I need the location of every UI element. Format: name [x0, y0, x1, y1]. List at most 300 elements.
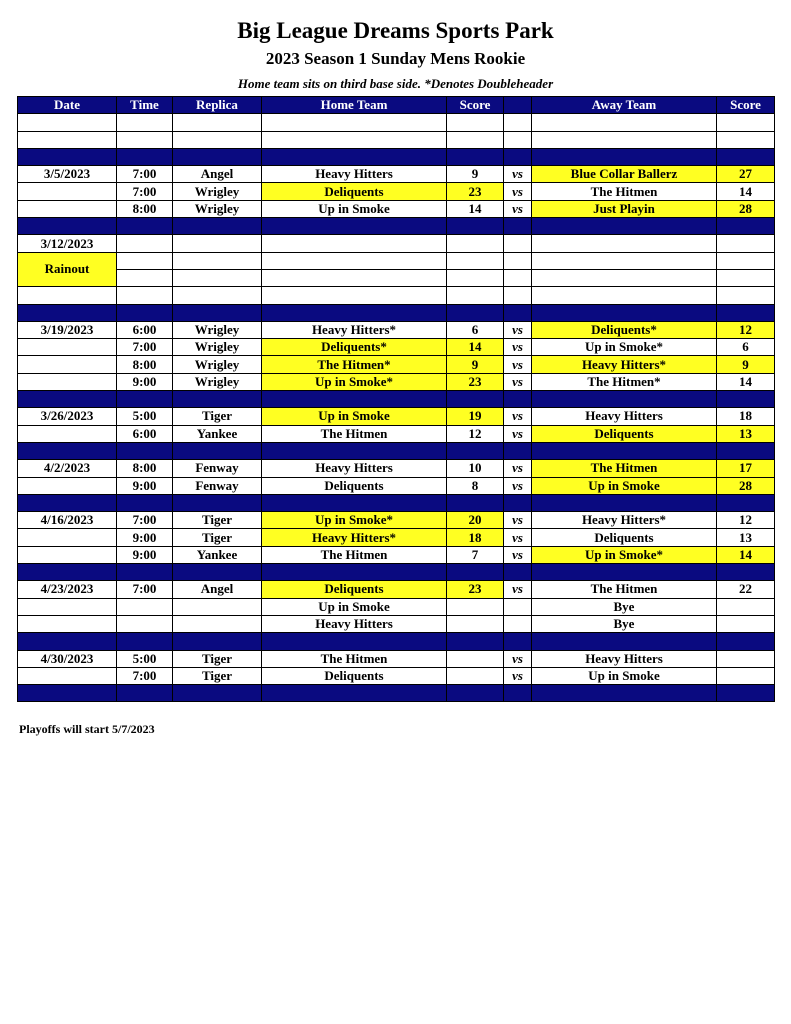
game-row — [18, 650, 775, 667]
game-row — [18, 615, 775, 632]
cell-time: 9:00 — [117, 477, 173, 494]
cell-home-score: 12 — [447, 425, 504, 442]
cell-home-team: Up in Smoke — [262, 408, 447, 425]
empty-cell — [504, 235, 532, 252]
playoffs-note: Playoffs will start 5/7/2023 — [19, 722, 155, 736]
header-away-score: Score — [717, 97, 775, 114]
empty-cell — [717, 114, 775, 131]
empty-cell — [173, 252, 262, 269]
cell-time: 8:00 — [117, 356, 173, 373]
separator-cell — [18, 148, 117, 165]
cell-vs: vs — [504, 650, 532, 667]
cell-away-score: 12 — [717, 512, 775, 529]
separator-cell — [504, 685, 532, 702]
empty-cell — [117, 287, 173, 304]
cell-date — [18, 546, 117, 563]
separator-cell — [532, 633, 717, 650]
cell-away-team: Heavy Hitters* — [532, 356, 717, 373]
cell-away-score: 13 — [717, 425, 775, 442]
cell-away-team: Heavy Hitters — [532, 650, 717, 667]
separator-cell — [447, 564, 504, 581]
separator-cell — [262, 391, 447, 408]
separator-cell — [504, 218, 532, 235]
cell-away-team: Heavy Hitters* — [532, 512, 717, 529]
separator-cell — [504, 564, 532, 581]
game-row — [18, 512, 775, 529]
cell-home-team: The Hitmen — [262, 650, 447, 667]
separator-cell — [262, 633, 447, 650]
cell-away-team: The Hitmen* — [532, 373, 717, 390]
cell-date — [18, 356, 117, 373]
separator-cell — [18, 391, 117, 408]
cell-away-score: 13 — [717, 529, 775, 546]
separator-cell — [173, 633, 262, 650]
cell-home-team: Deliquents — [262, 667, 447, 684]
cell-away-score — [717, 598, 775, 615]
cell-vs — [504, 598, 532, 615]
cell-away-score: 14 — [717, 373, 775, 390]
cell-vs: vs — [504, 166, 532, 183]
cell-replica: Angel — [173, 166, 262, 183]
cell-date — [18, 339, 117, 356]
separator-row — [18, 564, 775, 581]
separator-cell — [447, 633, 504, 650]
cell-home-score: 23 — [447, 183, 504, 200]
separator-cell — [262, 218, 447, 235]
separator-cell — [447, 391, 504, 408]
cell-vs: vs — [504, 321, 532, 338]
separator-cell — [532, 494, 717, 511]
separator-cell — [504, 494, 532, 511]
separator-cell — [117, 685, 173, 702]
cell-date: 3/26/2023 — [18, 408, 117, 425]
cell-home-team: Up in Smoke* — [262, 512, 447, 529]
cell-time: 7:00 — [117, 183, 173, 200]
empty-cell — [262, 131, 447, 148]
cell-away-team: Up in Smoke — [532, 477, 717, 494]
empty-cell — [447, 269, 504, 286]
cell-time: 5:00 — [117, 408, 173, 425]
cell-away-team: Deliquents — [532, 529, 717, 546]
empty-cell — [262, 287, 447, 304]
empty-cell — [532, 235, 717, 252]
empty-cell — [504, 252, 532, 269]
cell-home-score: 23 — [447, 581, 504, 598]
cell-date: 3/19/2023 — [18, 321, 117, 338]
cell-home-team: Heavy Hitters* — [262, 321, 447, 338]
cell-home-team: Heavy Hitters — [262, 460, 447, 477]
separator-cell — [447, 442, 504, 459]
game-row — [18, 408, 775, 425]
cell-vs: vs — [504, 529, 532, 546]
separator-cell — [18, 685, 117, 702]
empty-cell — [504, 287, 532, 304]
cell-vs: vs — [504, 200, 532, 217]
cell-home-score: 7 — [447, 546, 504, 563]
cell-vs: vs — [504, 460, 532, 477]
separator-cell — [18, 304, 117, 321]
cell-time: 5:00 — [117, 650, 173, 667]
cell-home-score: 14 — [447, 200, 504, 217]
separator-cell — [117, 304, 173, 321]
cell-home-score: 20 — [447, 512, 504, 529]
cell-home-score: 8 — [447, 477, 504, 494]
cell-away-team: Up in Smoke* — [532, 339, 717, 356]
empty-cell — [717, 131, 775, 148]
schedule-body — [18, 114, 775, 702]
empty-cell — [447, 114, 504, 131]
separator-cell — [532, 148, 717, 165]
cell-home-team: Up in Smoke — [262, 200, 447, 217]
separator-cell — [532, 564, 717, 581]
separator-cell — [717, 633, 775, 650]
separator-cell — [717, 391, 775, 408]
separator-cell — [117, 391, 173, 408]
cell-time: 6:00 — [117, 425, 173, 442]
cell-vs: vs — [504, 425, 532, 442]
rainout-row — [18, 252, 775, 269]
cell-date — [18, 183, 117, 200]
separator-cell — [117, 494, 173, 511]
separator-row — [18, 391, 775, 408]
page-title: Big League Dreams Sports Park — [237, 18, 554, 43]
cell-home-team: The Hitmen — [262, 425, 447, 442]
cell-date: 3/5/2023 — [18, 166, 117, 183]
cell-away-team: The Hitmen — [532, 183, 717, 200]
game-row — [18, 477, 775, 494]
game-row — [18, 581, 775, 598]
cell-home-score: 9 — [447, 166, 504, 183]
separator-cell — [717, 494, 775, 511]
separator-cell — [18, 564, 117, 581]
empty-cell — [532, 131, 717, 148]
cell-away-team: Up in Smoke* — [532, 546, 717, 563]
rainout-badge: Rainout — [18, 252, 117, 287]
rainout-row — [18, 235, 775, 252]
separator-row — [18, 633, 775, 650]
cell-away-score — [717, 667, 775, 684]
empty-cell — [717, 269, 775, 286]
separator-cell — [173, 442, 262, 459]
schedule-note: Home team sits on third base side. *Denotes Doubleheader — [237, 76, 554, 91]
cell-home-team: Heavy Hitters* — [262, 529, 447, 546]
cell-date: 4/23/2023 — [18, 581, 117, 598]
empty-cell — [717, 235, 775, 252]
separator-cell — [117, 564, 173, 581]
cell-replica: Wrigley — [173, 321, 262, 338]
cell-time: 8:00 — [117, 200, 173, 217]
cell-date — [18, 373, 117, 390]
separator-cell — [262, 494, 447, 511]
separator-cell — [504, 633, 532, 650]
blank-row — [18, 114, 775, 131]
cell-date — [18, 425, 117, 442]
cell-home-score: 18 — [447, 529, 504, 546]
header-vs — [504, 97, 532, 114]
separator-cell — [504, 391, 532, 408]
empty-cell — [447, 235, 504, 252]
cell-home-score: 9 — [447, 356, 504, 373]
separator-cell — [532, 304, 717, 321]
separator-cell — [717, 685, 775, 702]
empty-cell — [532, 287, 717, 304]
separator-cell — [117, 633, 173, 650]
cell-replica: Angel — [173, 581, 262, 598]
cell-home-team: Heavy Hitters — [262, 615, 447, 632]
cell-home-team: The Hitmen* — [262, 356, 447, 373]
cell-home-score: 19 — [447, 408, 504, 425]
cell-replica: Tiger — [173, 667, 262, 684]
cell-home-score — [447, 650, 504, 667]
cell-date — [18, 615, 117, 632]
cell-time: 8:00 — [117, 460, 173, 477]
cell-away-score: 27 — [717, 166, 775, 183]
empty-cell — [117, 235, 173, 252]
cell-home-score: 10 — [447, 460, 504, 477]
cell-home-score: 14 — [447, 339, 504, 356]
cell-vs: vs — [504, 339, 532, 356]
empty-cell — [504, 269, 532, 286]
separator-cell — [173, 304, 262, 321]
game-row — [18, 200, 775, 217]
cell-away-score: 12 — [717, 321, 775, 338]
cell-date: 3/12/2023 — [18, 235, 117, 252]
cell-time: 7:00 — [117, 339, 173, 356]
cell-time — [117, 598, 173, 615]
game-row — [18, 598, 775, 615]
empty-cell — [262, 269, 447, 286]
empty-cell — [262, 235, 447, 252]
cell-vs: vs — [504, 477, 532, 494]
empty-cell — [504, 114, 532, 131]
cell-away-score: 18 — [717, 408, 775, 425]
cell-replica: Tiger — [173, 529, 262, 546]
cell-date — [18, 200, 117, 217]
separator-cell — [117, 442, 173, 459]
cell-home-team: Up in Smoke* — [262, 373, 447, 390]
cell-away-score: 28 — [717, 200, 775, 217]
empty-cell — [18, 114, 117, 131]
empty-cell — [173, 269, 262, 286]
cell-away-score: 14 — [717, 546, 775, 563]
separator-cell — [717, 148, 775, 165]
separator-cell — [262, 442, 447, 459]
cell-replica — [173, 598, 262, 615]
empty-cell — [173, 287, 262, 304]
separator-cell — [18, 633, 117, 650]
separator-cell — [532, 218, 717, 235]
cell-away-team: Blue Collar Ballerz — [532, 166, 717, 183]
empty-cell — [18, 287, 117, 304]
cell-away-team: The Hitmen — [532, 460, 717, 477]
cell-replica: Wrigley — [173, 356, 262, 373]
cell-time: 7:00 — [117, 667, 173, 684]
separator-row — [18, 148, 775, 165]
cell-away-score: 22 — [717, 581, 775, 598]
cell-replica: Tiger — [173, 512, 262, 529]
cell-home-team: Up in Smoke — [262, 598, 447, 615]
cell-home-score — [447, 667, 504, 684]
cell-time: 9:00 — [117, 546, 173, 563]
cell-time: 7:00 — [117, 581, 173, 598]
game-row — [18, 166, 775, 183]
empty-cell — [18, 131, 117, 148]
header-time: Time — [117, 97, 173, 114]
empty-cell — [173, 131, 262, 148]
separator-cell — [504, 304, 532, 321]
separator-cell — [18, 442, 117, 459]
cell-home-score — [447, 598, 504, 615]
cell-replica: Yankee — [173, 425, 262, 442]
cell-home-team: Heavy Hitters — [262, 166, 447, 183]
separator-cell — [504, 148, 532, 165]
cell-home-team: Deliquents — [262, 581, 447, 598]
cell-time: 7:00 — [117, 512, 173, 529]
cell-away-score — [717, 615, 775, 632]
empty-cell — [262, 252, 447, 269]
separator-cell — [173, 391, 262, 408]
cell-vs — [504, 615, 532, 632]
game-row — [18, 321, 775, 338]
separator-cell — [262, 148, 447, 165]
separator-cell — [532, 685, 717, 702]
empty-cell — [717, 287, 775, 304]
game-row — [18, 183, 775, 200]
cell-replica: Wrigley — [173, 373, 262, 390]
separator-cell — [173, 564, 262, 581]
cell-away-score: 9 — [717, 356, 775, 373]
cell-away-score: 17 — [717, 460, 775, 477]
cell-away-team: Heavy Hitters — [532, 408, 717, 425]
cell-away-team: Up in Smoke — [532, 667, 717, 684]
blank-row — [18, 131, 775, 148]
cell-date: 4/30/2023 — [18, 650, 117, 667]
cell-vs: vs — [504, 183, 532, 200]
separator-cell — [717, 218, 775, 235]
separator-cell — [173, 148, 262, 165]
header-away-team: Away Team — [532, 97, 717, 114]
separator-cell — [717, 304, 775, 321]
cell-replica: Tiger — [173, 650, 262, 667]
cell-time: 9:00 — [117, 529, 173, 546]
game-row — [18, 373, 775, 390]
empty-cell — [262, 114, 447, 131]
schedule-table — [17, 96, 775, 702]
cell-away-team: Deliquents* — [532, 321, 717, 338]
cell-away-score: 14 — [717, 183, 775, 200]
empty-cell — [447, 287, 504, 304]
empty-cell — [117, 269, 173, 286]
separator-cell — [447, 685, 504, 702]
cell-vs: vs — [504, 667, 532, 684]
separator-cell — [262, 685, 447, 702]
cell-date — [18, 529, 117, 546]
empty-cell — [117, 252, 173, 269]
game-row — [18, 667, 775, 684]
header-home-score: Score — [447, 97, 504, 114]
game-row — [18, 529, 775, 546]
separator-cell — [173, 218, 262, 235]
cell-date — [18, 477, 117, 494]
cell-vs: vs — [504, 408, 532, 425]
separator-row — [18, 304, 775, 321]
game-row — [18, 425, 775, 442]
cell-time: 7:00 — [117, 166, 173, 183]
separator-cell — [117, 218, 173, 235]
rainout-row — [18, 269, 775, 286]
cell-home-score: 6 — [447, 321, 504, 338]
empty-cell — [717, 252, 775, 269]
empty-cell — [117, 114, 173, 131]
game-row — [18, 460, 775, 477]
cell-vs: vs — [504, 356, 532, 373]
cell-date: 4/2/2023 — [18, 460, 117, 477]
cell-away-score: 28 — [717, 477, 775, 494]
cell-time: 6:00 — [117, 321, 173, 338]
separator-cell — [447, 304, 504, 321]
separator-row — [18, 442, 775, 459]
empty-cell — [173, 235, 262, 252]
cell-home-team: The Hitmen — [262, 546, 447, 563]
separator-row — [18, 494, 775, 511]
separator-cell — [717, 564, 775, 581]
cell-away-score — [717, 650, 775, 667]
cell-replica: Wrigley — [173, 339, 262, 356]
empty-cell — [447, 131, 504, 148]
cell-away-team: Bye — [532, 598, 717, 615]
cell-home-team: Deliquents — [262, 477, 447, 494]
game-row — [18, 339, 775, 356]
empty-cell — [173, 114, 262, 131]
cell-away-team: Deliquents — [532, 425, 717, 442]
cell-replica: Yankee — [173, 546, 262, 563]
separator-cell — [447, 218, 504, 235]
game-row — [18, 546, 775, 563]
separator-row — [18, 685, 775, 702]
page-subtitle: 2023 Season 1 Sunday Mens Rookie — [265, 49, 526, 68]
cell-vs: vs — [504, 512, 532, 529]
empty-cell — [532, 114, 717, 131]
separator-cell — [447, 494, 504, 511]
separator-cell — [18, 494, 117, 511]
cell-away-team: The Hitmen — [532, 581, 717, 598]
empty-cell — [532, 269, 717, 286]
cell-vs: vs — [504, 581, 532, 598]
cell-vs: vs — [504, 546, 532, 563]
separator-cell — [117, 148, 173, 165]
table-header-row — [18, 97, 775, 114]
empty-cell — [504, 131, 532, 148]
separator-cell — [262, 304, 447, 321]
cell-away-score: 6 — [717, 339, 775, 356]
empty-cell — [447, 252, 504, 269]
cell-home-team: Deliquents — [262, 183, 447, 200]
empty-cell — [532, 252, 717, 269]
cell-home-score — [447, 615, 504, 632]
cell-replica: Fenway — [173, 460, 262, 477]
cell-time: 9:00 — [117, 373, 173, 390]
cell-replica: Wrigley — [173, 200, 262, 217]
cell-vs: vs — [504, 373, 532, 390]
separator-cell — [532, 442, 717, 459]
game-row — [18, 356, 775, 373]
separator-cell — [447, 148, 504, 165]
cell-date: 4/16/2023 — [18, 512, 117, 529]
separator-row — [18, 218, 775, 235]
cell-away-team: Bye — [532, 615, 717, 632]
cell-replica: Wrigley — [173, 183, 262, 200]
separator-cell — [173, 494, 262, 511]
